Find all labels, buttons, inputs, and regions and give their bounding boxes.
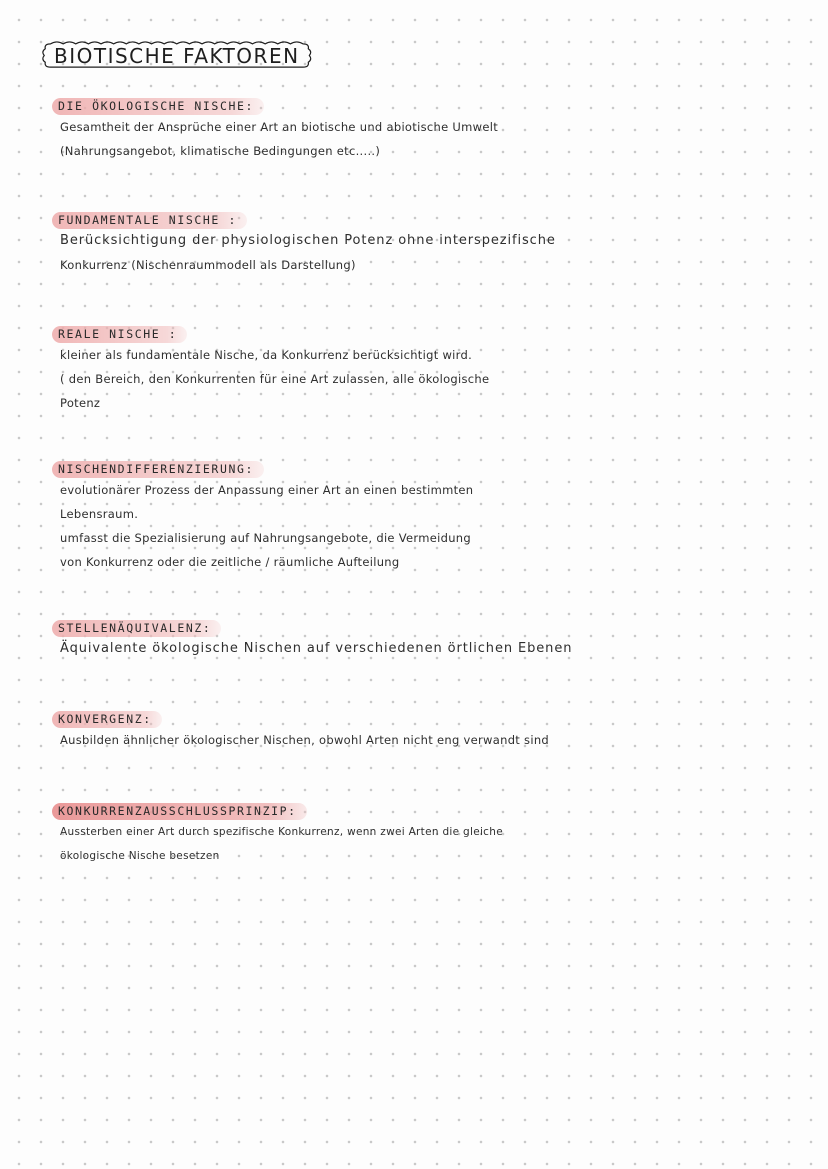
section-line: Äquivalente ökologische Nischen auf verschiedenen örtlichen Ebenen bbox=[60, 641, 573, 656]
section-heading: DIE ÖKOLOGISCHE NISCHE: bbox=[52, 98, 264, 115]
page-title bbox=[40, 40, 314, 71]
section-line: Gesamtheit der Ansprüche einer Art an biotische und abiotische Umwelt bbox=[60, 120, 499, 134]
section-heading: FUNDAMENTALE NISCHE : bbox=[52, 212, 247, 229]
section-line: Ausbilden ähnlicher ökologischer Nischen, obwohl Arten nicht eng verwandt sind bbox=[60, 733, 550, 747]
section-line: umfasst die Spezialisierung auf Nahrungsangebote, die Vermeidung bbox=[60, 531, 471, 545]
section-konkurrenzausschlussprinzip bbox=[52, 800, 772, 868]
section-heading: REALE NISCHE : bbox=[52, 326, 187, 343]
section-nischendifferenzierung bbox=[52, 458, 772, 574]
section-heading: STELLENÄQUIVALENZ: bbox=[52, 620, 221, 637]
section-heading: KONKURRENZAUSSCHLUSSPRINZIP: bbox=[52, 803, 307, 820]
section-heading: KONVERGENZ: bbox=[52, 711, 162, 728]
section-heading: NISCHENDIFFERENZIERUNG: bbox=[52, 461, 264, 478]
section-line: (Nahrungsangebot, klimatische Bedingungen etc.....) bbox=[60, 144, 381, 158]
section-line: Potenz bbox=[60, 396, 101, 410]
section-reale-nische bbox=[52, 323, 772, 415]
section-konvergenz bbox=[52, 708, 772, 752]
section-line: von Konkurrenz oder die zeitliche / räumliche Aufteilung bbox=[60, 555, 400, 569]
section-line: Aussterben einer Art durch spezifische Konkurrenz, wenn zwei Arten die gleiche bbox=[60, 826, 503, 838]
section-line: kleiner als fundamentale Nische, da Konkurrenz berücksichtigt wird. bbox=[60, 348, 473, 362]
section-line: ( den Bereich, den Konkurrenten für eine Art zulassen, alle ökologische bbox=[60, 372, 490, 386]
section-fundamentale-nische bbox=[52, 209, 772, 277]
page-title-text: BIOTISCHE FAKTOREN bbox=[54, 44, 300, 68]
section-line: Konkurrenz (Nischenraummodell als Darstellung) bbox=[60, 258, 356, 272]
section-line: Lebensraum. bbox=[60, 507, 139, 521]
title-block bbox=[40, 40, 314, 71]
section-oekologische-nische bbox=[52, 95, 772, 163]
section-line: evolutionärer Prozess der Anpassung einer Art an einen bestimmten bbox=[60, 483, 474, 497]
section-stellenaequivalenz bbox=[52, 617, 772, 661]
section-line: Berücksichtigung der physiologischen Potenz ohne interspezifische bbox=[60, 233, 556, 248]
section-line: ökologische Nische besetzen bbox=[60, 850, 220, 862]
